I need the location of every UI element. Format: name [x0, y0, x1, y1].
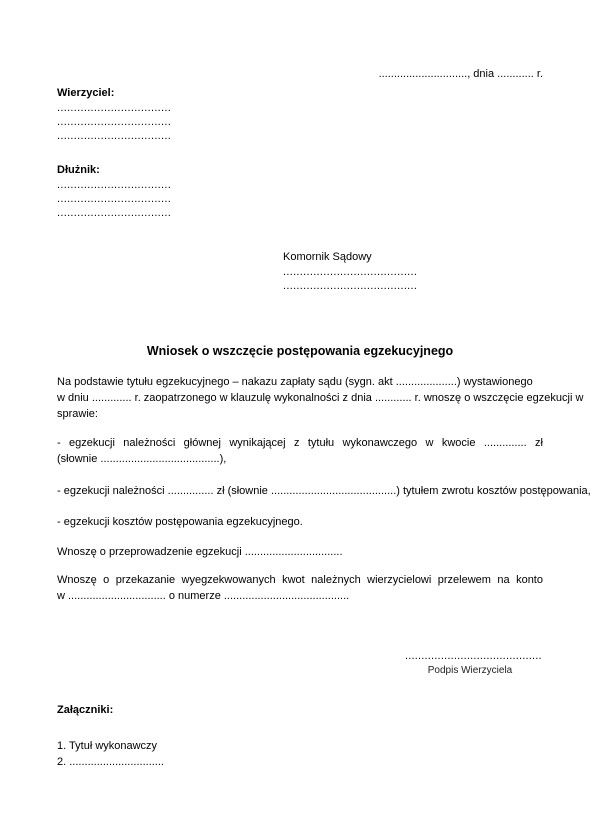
request-transfer-line: w ................................ o numerze ......................................... [57, 590, 350, 602]
request-transfer-line: Wnoszę o przekazanie wyegzekwowanych kwot należnych wierzycielowi przelewem na konto [57, 574, 543, 586]
creditor-fill-line: .................................. [57, 130, 172, 142]
bailiff-label: Komornik Sądowy [283, 251, 372, 263]
debtor-fill-line: .................................. [57, 193, 172, 205]
debtor-fill-line: .................................. [57, 207, 172, 219]
claim-line: - egzekucji należności głównej wynikającej z tytułu wykonawczego w kwocie .............. zł [57, 437, 543, 449]
creditor-fill-line: .................................. [57, 116, 172, 128]
creditor-fill-lines [57, 101, 543, 143]
bailiff-fill-line: ........................................ [283, 266, 418, 278]
debtor-fill-line: .................................. [57, 179, 172, 191]
attachments-label: Załączniki: [57, 704, 114, 716]
debtor-fill-lines [57, 178, 543, 220]
request-execution [57, 544, 543, 560]
request-transfer [57, 572, 543, 604]
document-title: Wniosek o wszczęcie postępowania egzekucyjnego [146, 344, 454, 358]
attachment-item: 1. Tytuł wykonawczy [57, 740, 158, 752]
creditor-label: Wierzyciel: [57, 87, 115, 99]
date-line: ............................., dnia ............ r. [378, 68, 543, 80]
claim-enforcement-costs [57, 514, 543, 530]
intro-line: sprawie: [57, 408, 98, 420]
claim-costs-return [57, 483, 591, 499]
creditor-fill-line: .................................. [57, 102, 172, 114]
intro-line: Na podstawie tytułu egzekucyjnego – nakazu zapłaty sądu (sygn. akt ....................) wystawionego [57, 376, 533, 388]
attachment-item: 2. ............................... [57, 755, 164, 768]
bailiff-fill-line: ........................................ [283, 280, 418, 292]
claim-line: (słownie .......................................), [57, 453, 227, 465]
signature-line: .......................................... [405, 650, 542, 662]
bailiff-fill-lines [283, 265, 543, 293]
attachments-list [57, 739, 543, 770]
bailiff-section [283, 251, 543, 293]
claim-line: - egzekucji kosztów postępowania egzekucyjnego. [57, 516, 303, 528]
claim-line: - egzekucji należności ............... zł (słownie .........................................) tytułem zwrotu kosztów postępowania, [57, 485, 591, 497]
debtor-label: Dłużnik: [57, 164, 100, 176]
claim-main-amount [57, 435, 543, 467]
signature-label: Podpis Wierzyciela [427, 665, 513, 676]
signature-block [405, 650, 542, 678]
request-execution-line: Wnoszę o przeprowadzenie egzekucji ................................ [57, 546, 343, 558]
intro-line: w dniu ............. r. zaopatrzonego w klauzulę wykonalności z dnia ............ r. wnoszę o wszczęcie egzekucji w [57, 392, 584, 404]
intro-paragraph [57, 374, 584, 422]
